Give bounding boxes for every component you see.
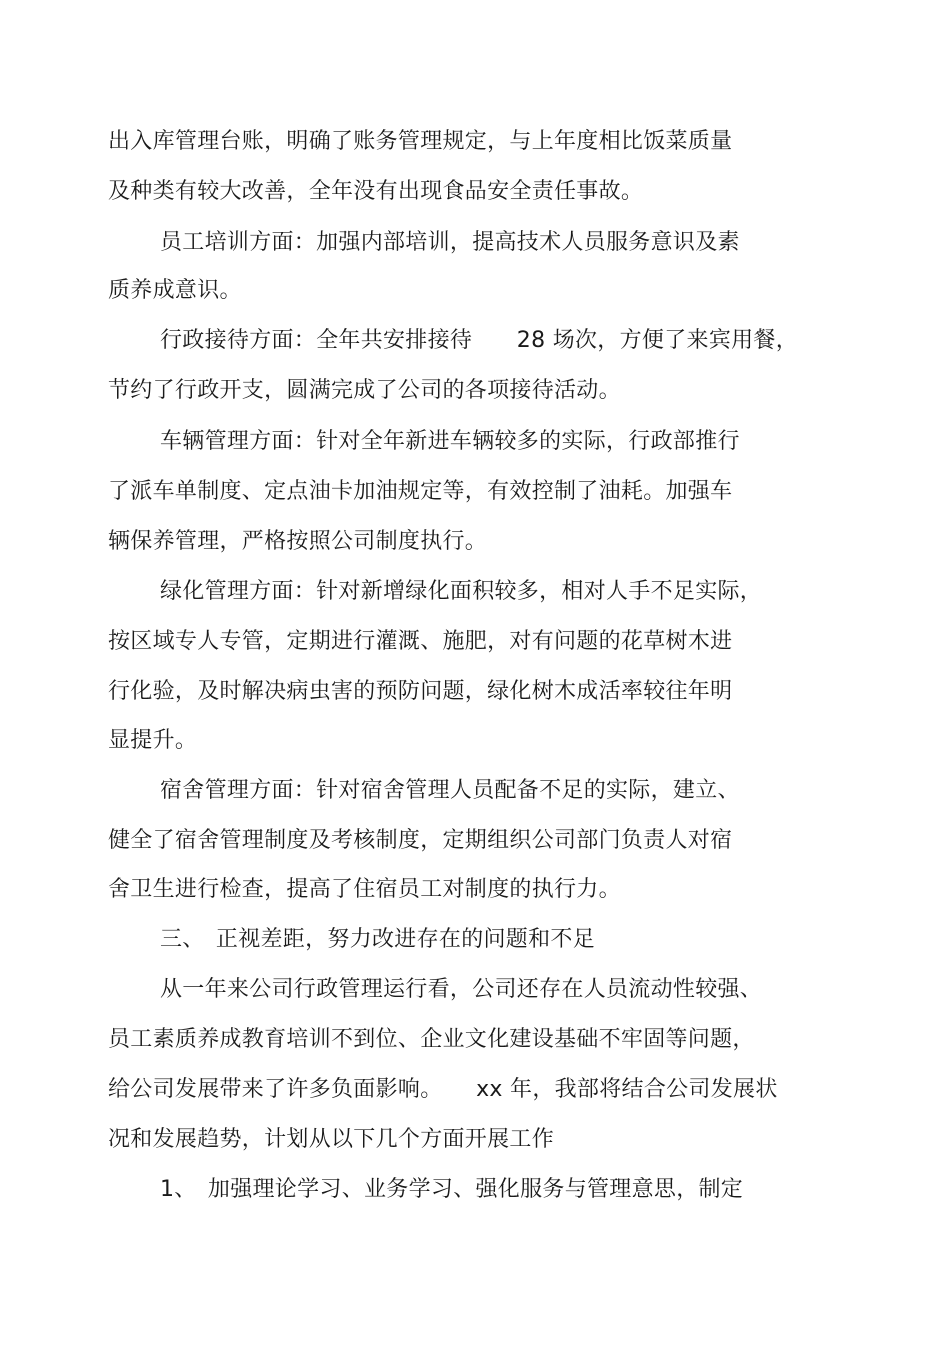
text-line: 员工培训方面：加强内部培训，提高技术人员服务意识及素 (160, 230, 740, 255)
text-line: 健全了宿舍管理制度及考核制度，定期组织公司部门负责人对宿 (108, 828, 733, 853)
section-heading: 三、 正视差距，努力改进存在的问题和不足 (160, 927, 596, 952)
text-line: 况和发展趋势，计划从以下几个方面开展工作 (108, 1127, 555, 1152)
text-line: 宿舍管理方面：针对宿舍管理人员配备不足的实际，建立、 (160, 778, 740, 803)
text-line: 了派车单制度、定点油卡加油规定等，有效控制了油耗。加强车 (108, 479, 733, 504)
text-line: 及种类有较大改善，全年没有出现食品安全责任事故。 (108, 179, 644, 204)
text-line: 辆保养管理，严格按照公司制度执行。 (108, 529, 488, 554)
numbered-item: 1、 加强理论学习、业务学习、强化服务与管理意思，制定 (160, 1177, 744, 1202)
text-line: 从一年来公司行政管理运行看，公司还存在人员流动性较强、 (160, 977, 763, 1002)
text-line: 行化验，及时解决病虫害的预防问题，绿化树木成活率较往年明 (108, 679, 733, 704)
text-line: 给公司发展带来了许多负面影响。 xx 年，我部将结合公司发展状 (108, 1077, 778, 1102)
text-line: 出入库管理台账，明确了账务管理规定，与上年度相比饭菜质量 (108, 129, 733, 154)
text-line: 显提升。 (108, 728, 198, 753)
text-line: 员工素质养成教育培训不到位、企业文化建设基础不牢固等问题， (108, 1027, 755, 1052)
text-line: 按区域专人专管，定期进行灌溉、施肥，对有问题的花草树木进 (108, 629, 733, 654)
text-line: 节约了行政开支，圆满完成了公司的各项接待活动。 (108, 378, 621, 403)
text-line: 舍卫生进行检查，提高了住宿员工对制度的执行力。 (108, 877, 621, 902)
text-line: 绿化管理方面：针对新增绿化面积较多，相对人手不足实际， (160, 579, 763, 604)
text-line: 行政接待方面：全年共安排接待 28 场次，方便了来宾用餐， (160, 328, 798, 353)
text-line: 质养成意识。 (108, 278, 242, 303)
text-line: 车辆管理方面：针对全年新进车辆较多的实际，行政部推行 (160, 429, 740, 454)
